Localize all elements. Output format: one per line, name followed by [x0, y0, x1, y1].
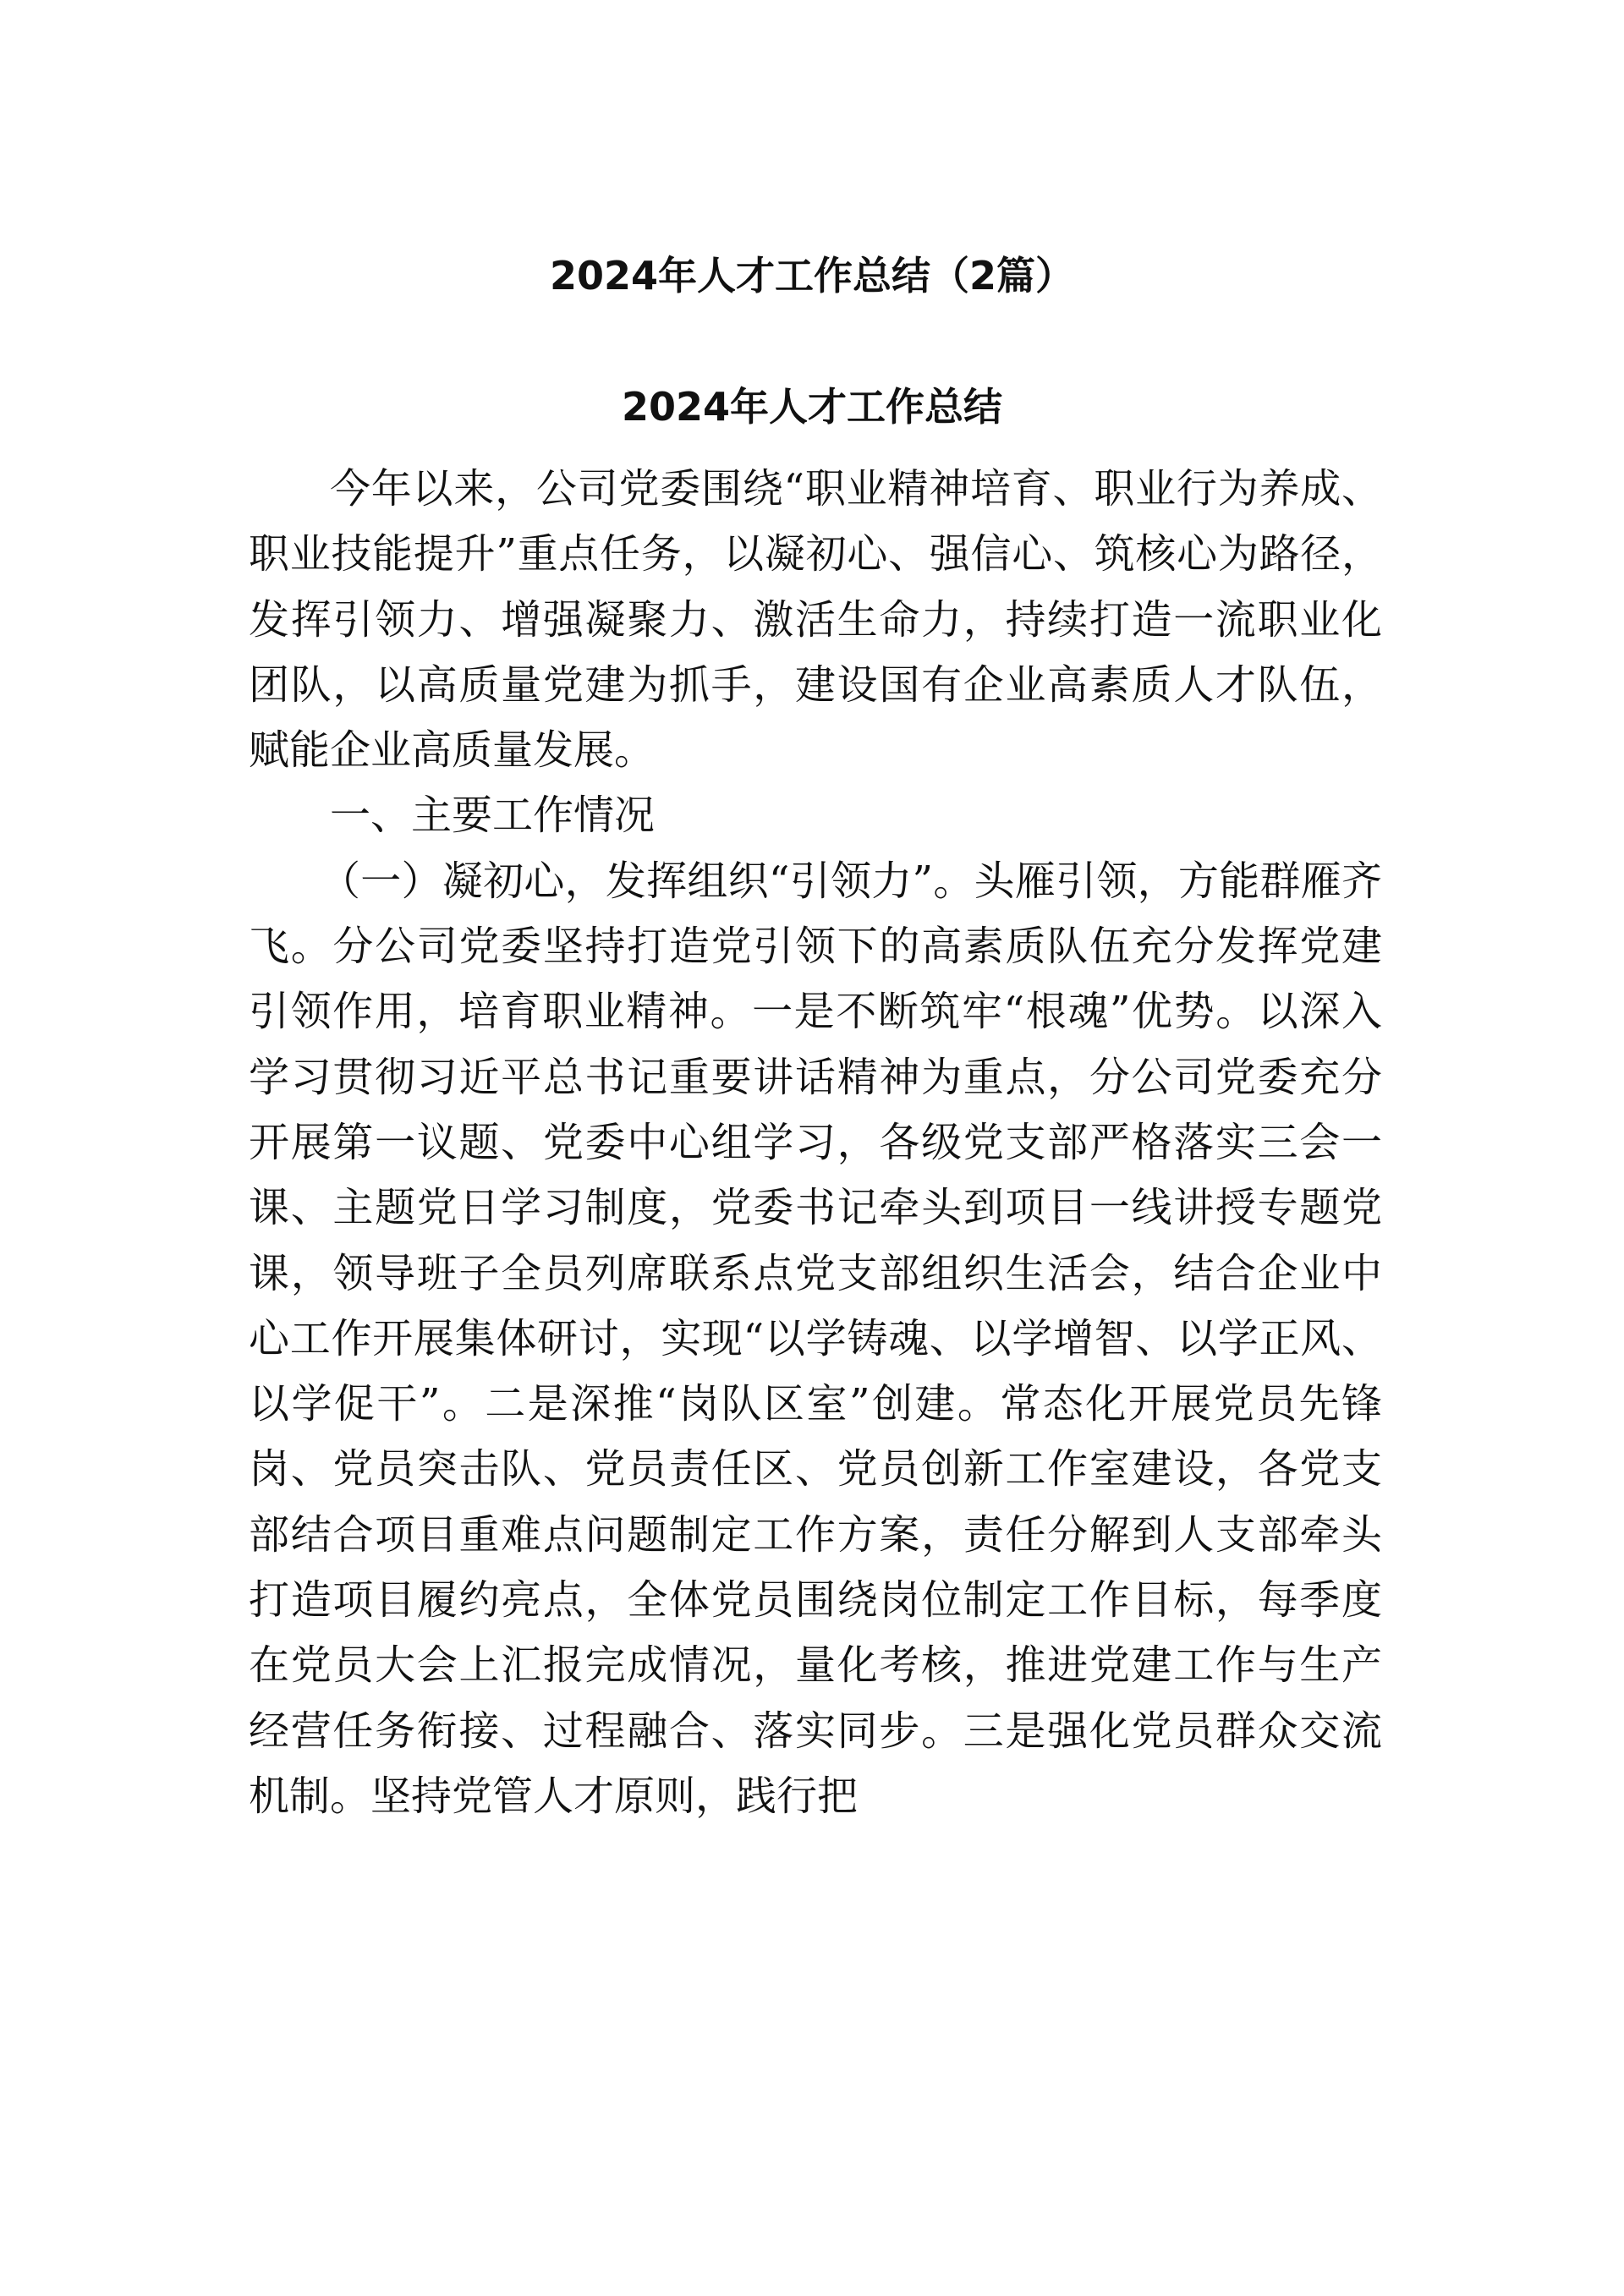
- intro-paragraph: 今年以来，公司党委围绕“职业精神培育、职业行为养成、职业技能提升”重点任务，以凝初心、强信心、筑核心为路径，发挥引领力、增强凝聚力、激活生命力，持续打造一流职业化团队，以高质量党建为抓手，建设国有企业高素质人才队伍，赋能企业高质量发展。: [249, 465, 1382, 775]
- document-sub-title: 2024年人才工作总结: [621, 384, 1003, 430]
- subsection-paragraph-1: （一）凝初心，发挥组织“引领力”。头雁引领，方能群雁齐飞。分公司党委坚持打造党引领下的高素质队伍充分发挥党建引领作用，培育职业精神。一是不断筑牢“根魂”优势。以深入学习贯彻习近平总书记重要讲话精神为重点，分公司党委充分开展第一议题、党委中心组学习，各级党支部严格落实三会一课、主题党日学习制度，党委书记牵头到项目一线讲授专题党课，领导班子全员列席联系点党支部组织生活会，结合企业中心工作开展集体研讨，实现“以学铸魂、以学增智、以学正风、以学促干”。二是深推“岗队区室”创建。常态化开展党员先锋岗、党员突击队、党员责任区、党员创新工作室建设，各党支部结合项目重难点问题制定工作方案，责任分解到人支部牵头打造项目履约亮点，全体党员围绕岗位制定工作目标，每季度在党员大会上汇报完成情况，量化考核，推进党建工作与生产经营任务衔接、过程融合、落实同步。三是强化党员群众交流机制。坚持党管人才原则，践行把: [249, 857, 1382, 1820]
- document-body: [249, 457, 1382, 1829]
- section-heading-main-work: 一、主要工作情况: [330, 792, 656, 840]
- document-main-title: 2024年人才工作总结（2篇）: [549, 253, 1075, 299]
